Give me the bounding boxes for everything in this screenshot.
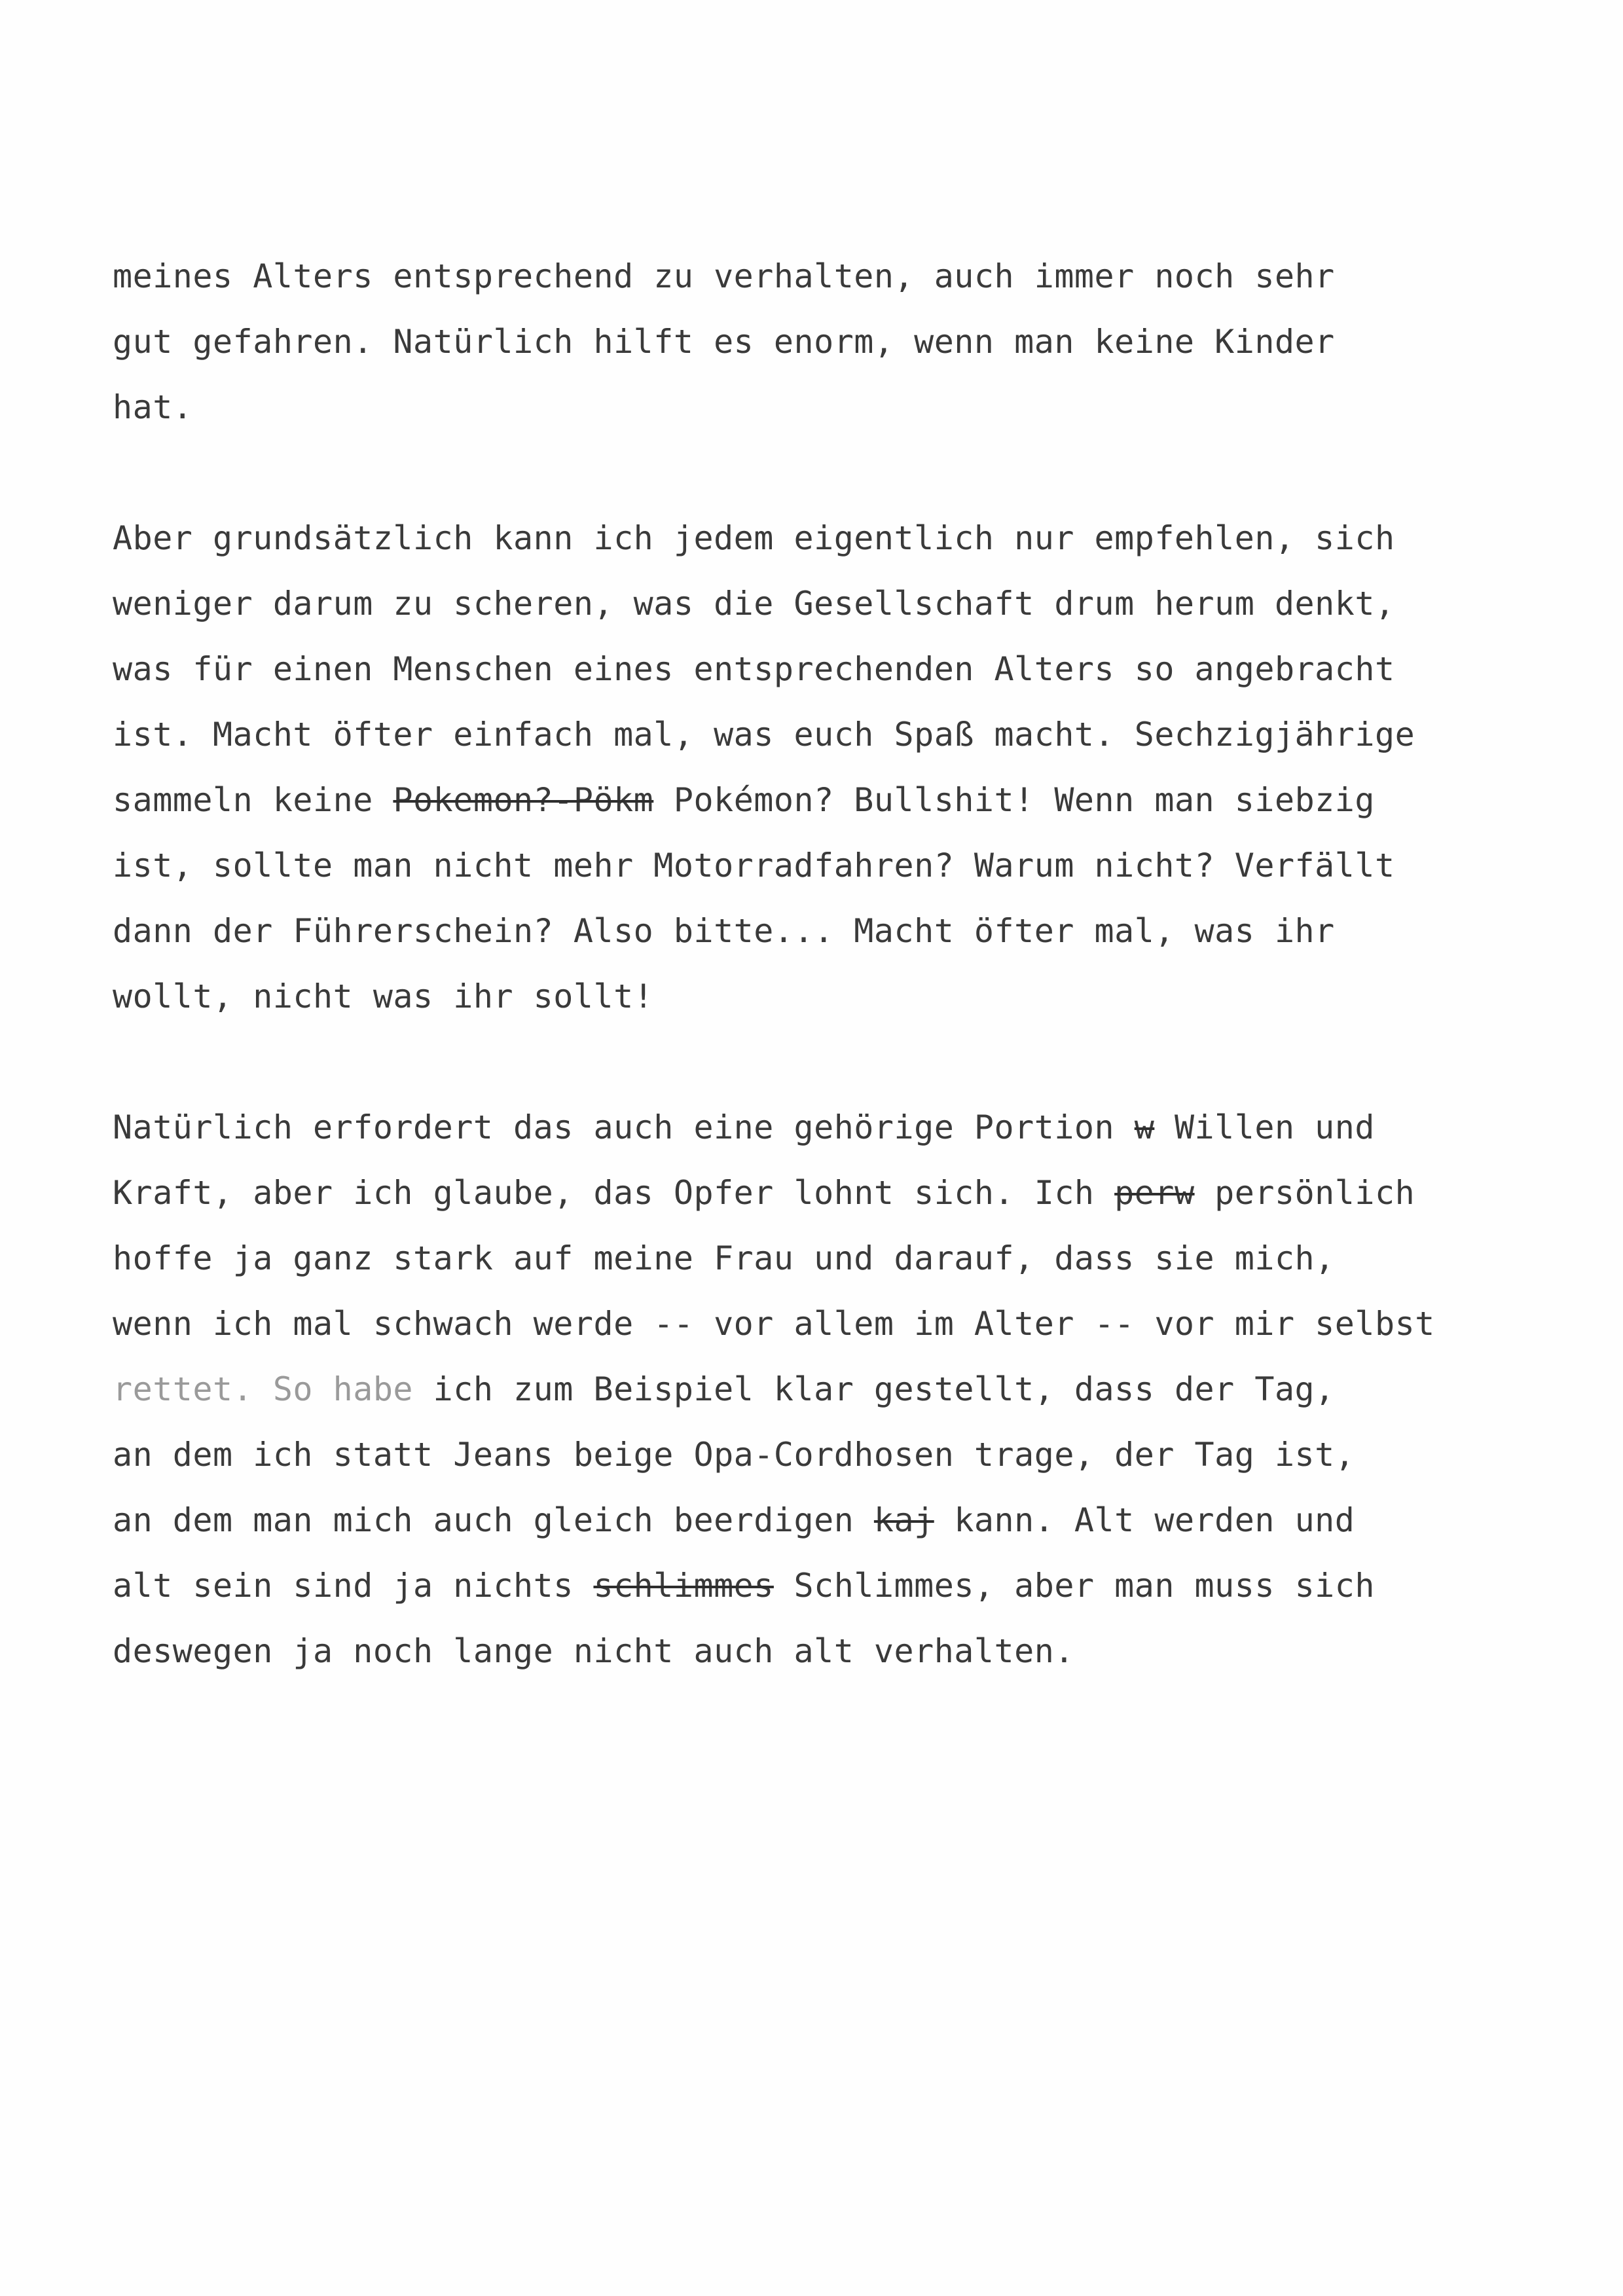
line-text: an dem ich statt Jeans beige Opa-Cordhosen trage, der Tag ist, (113, 1436, 1355, 1474)
paragraph (113, 1095, 1520, 1684)
line-text: ich zum Beispiel klar gestellt, dass der Tag, (413, 1370, 1335, 1408)
text-line (113, 702, 1520, 767)
line-text: Willen und (1154, 1108, 1375, 1146)
text-line (113, 505, 1520, 571)
line-text: deswegen ja noch lange nicht auch alt verhalten. (113, 1632, 1074, 1670)
line-text: dann der Führerschein? Also bitte... Macht öfter mal, was ihr (113, 912, 1335, 950)
typescript-body (113, 244, 1520, 1749)
text-line (113, 1618, 1520, 1684)
text-line (113, 1422, 1520, 1487)
line-text: wenn ich mal schwach werde -- vor allem im Alter -- vor mir selbst (113, 1305, 1435, 1343)
struck-out-text: kaj (873, 1501, 934, 1539)
line-text: was für einen Menschen eines entsprechenden Alters so angebracht (113, 650, 1395, 688)
line-text: kann. Alt werden und (934, 1501, 1355, 1539)
text-line (113, 1291, 1520, 1357)
text-line (113, 767, 1520, 833)
line-text: hoffe ja ganz stark auf meine Frau und darauf, dass sie mich, (113, 1239, 1335, 1277)
struck-out-text: Pokemon?-Pökm (393, 781, 654, 819)
line-text: wollt, nicht was ihr sollt! (113, 977, 654, 1015)
line-text: persönlich (1194, 1174, 1415, 1212)
paragraph (113, 505, 1520, 1029)
text-line (113, 309, 1520, 374)
text-line (113, 1357, 1520, 1422)
text-line (113, 636, 1520, 702)
text-line (113, 1553, 1520, 1618)
line-text: sammeln keine (113, 781, 393, 819)
struck-out-text: schlimmes (593, 1567, 774, 1605)
text-line (113, 1487, 1520, 1553)
line-text: weniger darum zu scheren, was die Gesellschaft drum herum denkt, (113, 585, 1395, 623)
text-line (113, 244, 1520, 309)
line-text: ist, sollte man nicht mehr Motorradfahren? Warum nicht? Verfällt (113, 847, 1395, 884)
line-text: alt sein sind ja nichts (113, 1567, 594, 1605)
text-line (113, 374, 1520, 440)
line-text: Pokémon? Bullshit! Wenn man siebzig (653, 781, 1375, 819)
struck-out-text: w (1134, 1108, 1155, 1146)
text-line (113, 833, 1520, 898)
text-line (113, 1226, 1520, 1291)
line-text: Aber grundsätzlich kann ich jedem eigentlich nur empfehlen, sich (113, 519, 1395, 557)
line-text: meines Alters entsprechend zu verhalten, auch immer noch sehr (113, 257, 1335, 295)
text-line (113, 964, 1520, 1029)
line-text: gut gefahren. Natürlich hilft es enorm, wenn man keine Kinder (113, 323, 1335, 361)
line-text: Natürlich erfordert das auch eine gehörige Portion (113, 1108, 1135, 1146)
paragraph (113, 244, 1520, 440)
text-line (113, 1095, 1520, 1160)
faint-text: rettet. So habe (113, 1370, 414, 1408)
text-line (113, 1160, 1520, 1226)
line-text: Kraft, aber ich glaube, das Opfer lohnt sich. Ich (113, 1174, 1115, 1212)
line-text: hat. (113, 388, 193, 426)
line-text: an dem man mich auch gleich beerdigen (113, 1501, 874, 1539)
text-line (113, 571, 1520, 636)
text-line (113, 898, 1520, 964)
line-text: Schlimmes, aber man muss sich (773, 1567, 1375, 1605)
struck-out-text: perw (1114, 1174, 1195, 1212)
line-text: ist. Macht öfter einfach mal, was euch Spaß macht. Sechzigjährige (113, 716, 1415, 754)
